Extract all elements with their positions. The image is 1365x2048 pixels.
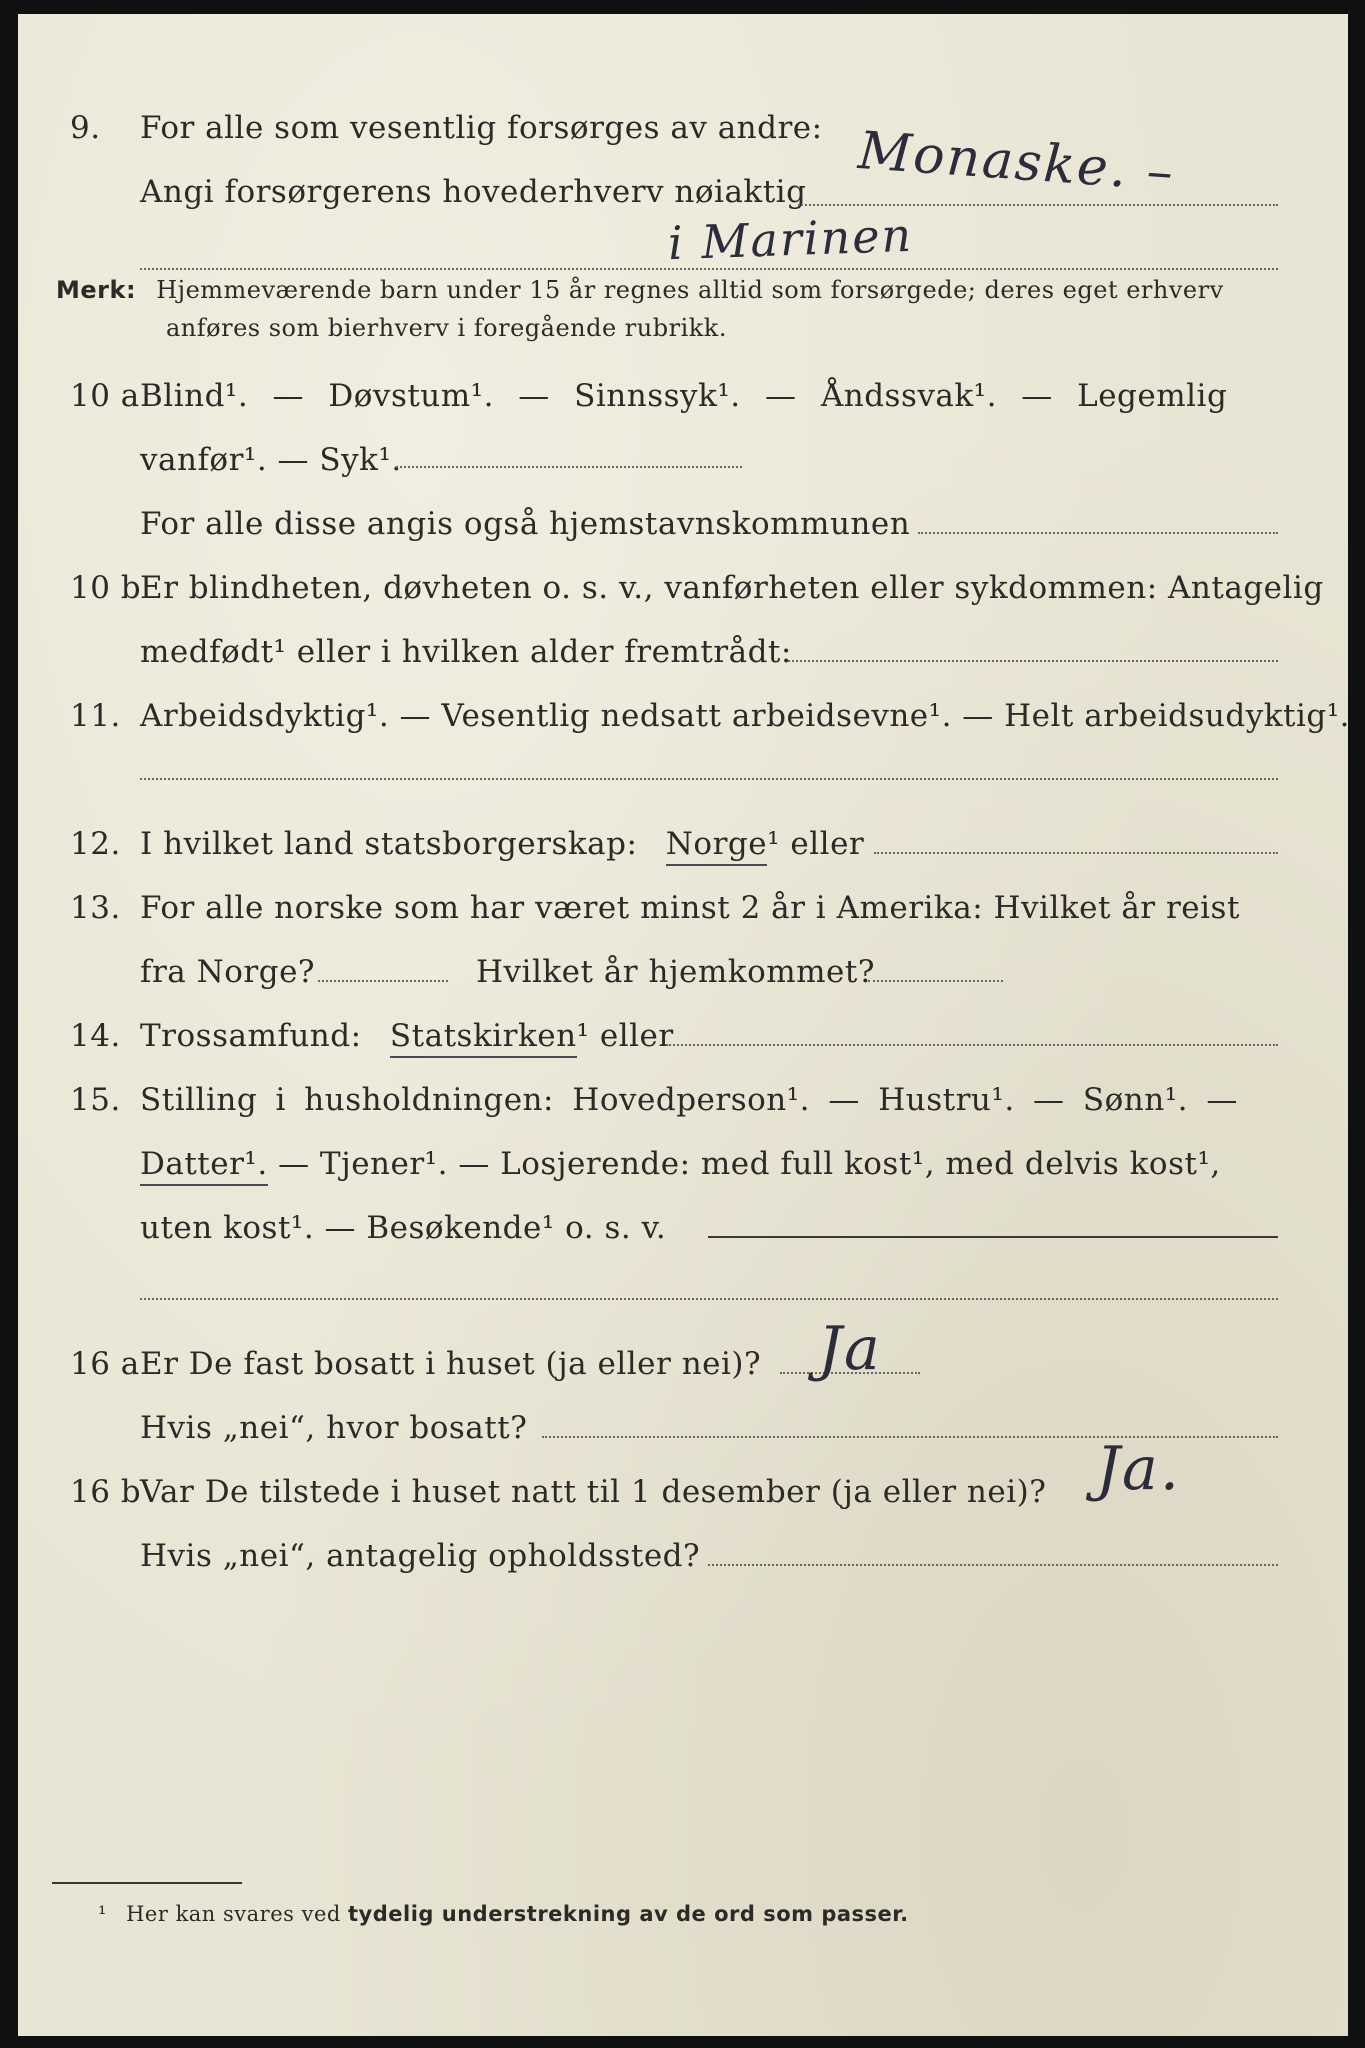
q16b-line1: Var De tilstede i huset natt til 1 desember (ja eller nei)? xyxy=(140,1474,1047,1510)
q10a-number: 10 a xyxy=(70,378,140,414)
q14-eller: ¹ eller xyxy=(576,1018,674,1054)
q15-line2-wrap xyxy=(140,1146,1221,1182)
q9-handwritten-answer2: i Marinen xyxy=(667,207,914,271)
merk-line2: anføres som bierhverv i foregående rubrikk. xyxy=(166,314,727,342)
q9-handwritten-answer1: Monaske. – xyxy=(856,121,1177,203)
q9-number: 9. xyxy=(70,110,101,146)
q12-line xyxy=(140,826,864,862)
q13-line2a: fra Norge? xyxy=(140,954,316,990)
merk-note xyxy=(56,272,1224,308)
q9-line1: For alle som vesentlig forsørges av andre: xyxy=(140,110,823,146)
q12-number: 12. xyxy=(70,826,121,862)
q11-line1: Arbeidsdyktig¹. — Vesentlig nedsatt arbeidsevne¹. — Helt arbeidsudyktig¹. xyxy=(140,698,1351,734)
q16b-opholdssted-line xyxy=(708,1564,1278,1566)
q16b-handwritten-answer: Ja. xyxy=(1096,1434,1181,1504)
q10a-line3: For alle disse angis også hjemstavnskommunen xyxy=(140,506,911,542)
q12-answer-line xyxy=(874,852,1278,854)
q16a-line2: Hvis „nei“, hvor bosatt? xyxy=(140,1410,528,1446)
q12-text: I hvilket land statsborgerskap: xyxy=(140,826,638,862)
q15-line3: uten kost¹. — Besøkende¹ o. s. v. xyxy=(140,1210,667,1246)
q12-norge-underlined: Norge xyxy=(666,826,767,866)
q11-answer-line xyxy=(140,778,1278,780)
q16b-number: 16 b xyxy=(70,1474,142,1510)
q16a-handwritten-answer: Ja xyxy=(818,1314,882,1384)
q9-answer-line1 xyxy=(798,204,1278,206)
q15-extra-line xyxy=(140,1298,1278,1300)
q13-line1: For alle norske som har været minst 2 år i Amerika: Hvilket år reist xyxy=(140,890,1240,926)
q15-number: 15. xyxy=(70,1082,121,1118)
q10b-answer-line xyxy=(788,660,1278,662)
q15-datter-underlined: Datter¹. xyxy=(140,1146,268,1186)
footnote-mark: ¹ xyxy=(98,1902,107,1926)
q10a-line2: vanfør¹. — Syk¹. xyxy=(140,442,402,478)
footnote-bold-text: tydelig understrekning av de ord som passer. xyxy=(348,1902,909,1926)
footnote-text: Her kan svares ved xyxy=(126,1902,341,1926)
q10a-line1: Blind¹. — Døvstum¹. — Sinnssyk¹. — Åndssvak¹. — Legemlig xyxy=(140,378,1228,414)
q10a-answer-line xyxy=(396,466,742,468)
merk-label: Merk: xyxy=(56,276,137,304)
q13-hjemkommet-line xyxy=(868,980,1003,982)
q9-line2: Angi forsørgerens hovederhverv nøiaktig xyxy=(140,174,807,210)
footnote xyxy=(98,1902,909,1926)
q11-number: 11. xyxy=(70,698,121,734)
q14-answer-line xyxy=(666,1044,1278,1046)
q13-number: 13. xyxy=(70,890,121,926)
q14-line xyxy=(140,1018,674,1054)
q16a-number: 16 a xyxy=(70,1346,140,1382)
q12-eller: ¹ eller xyxy=(767,826,865,862)
q10b-line2: medfødt¹ eller i hvilken alder fremtrådt: xyxy=(140,634,792,670)
q10b-line1: Er blindheten, døvheten o. s. v., vanførheten eller sykdommen: Antagelig xyxy=(140,570,1324,606)
merk-line1: Hjemmeværende barn under 15 år regnes alltid som forsørgede; deres eget erhverv xyxy=(156,276,1224,304)
q15-answer-line xyxy=(708,1236,1278,1238)
q13-reist-line xyxy=(318,980,448,982)
q10b-number: 10 b xyxy=(70,570,142,606)
q10a-hometown-line xyxy=(918,532,1278,534)
census-form-page xyxy=(18,14,1351,2036)
q15-line2: — Tjener¹. — Losjerende: med full kost¹, med delvis kost¹, xyxy=(278,1146,1221,1182)
q15-line1: Stilling i husholdningen: Hovedperson¹. — Hustru¹. — Sønn¹. — xyxy=(140,1082,1238,1118)
q14-statskirken-underlined: Statskirken xyxy=(390,1018,577,1058)
q16a-line1: Er De fast bosatt i huset (ja eller nei)? xyxy=(140,1346,762,1382)
q16b-line2: Hvis „nei“, antagelig opholdssted? xyxy=(140,1538,701,1574)
q14-text: Trossamfund: xyxy=(140,1018,362,1054)
q13-line2b: Hvilket år hjemkommet? xyxy=(476,954,875,990)
footnote-rule xyxy=(52,1882,242,1884)
q14-number: 14. xyxy=(70,1018,121,1054)
